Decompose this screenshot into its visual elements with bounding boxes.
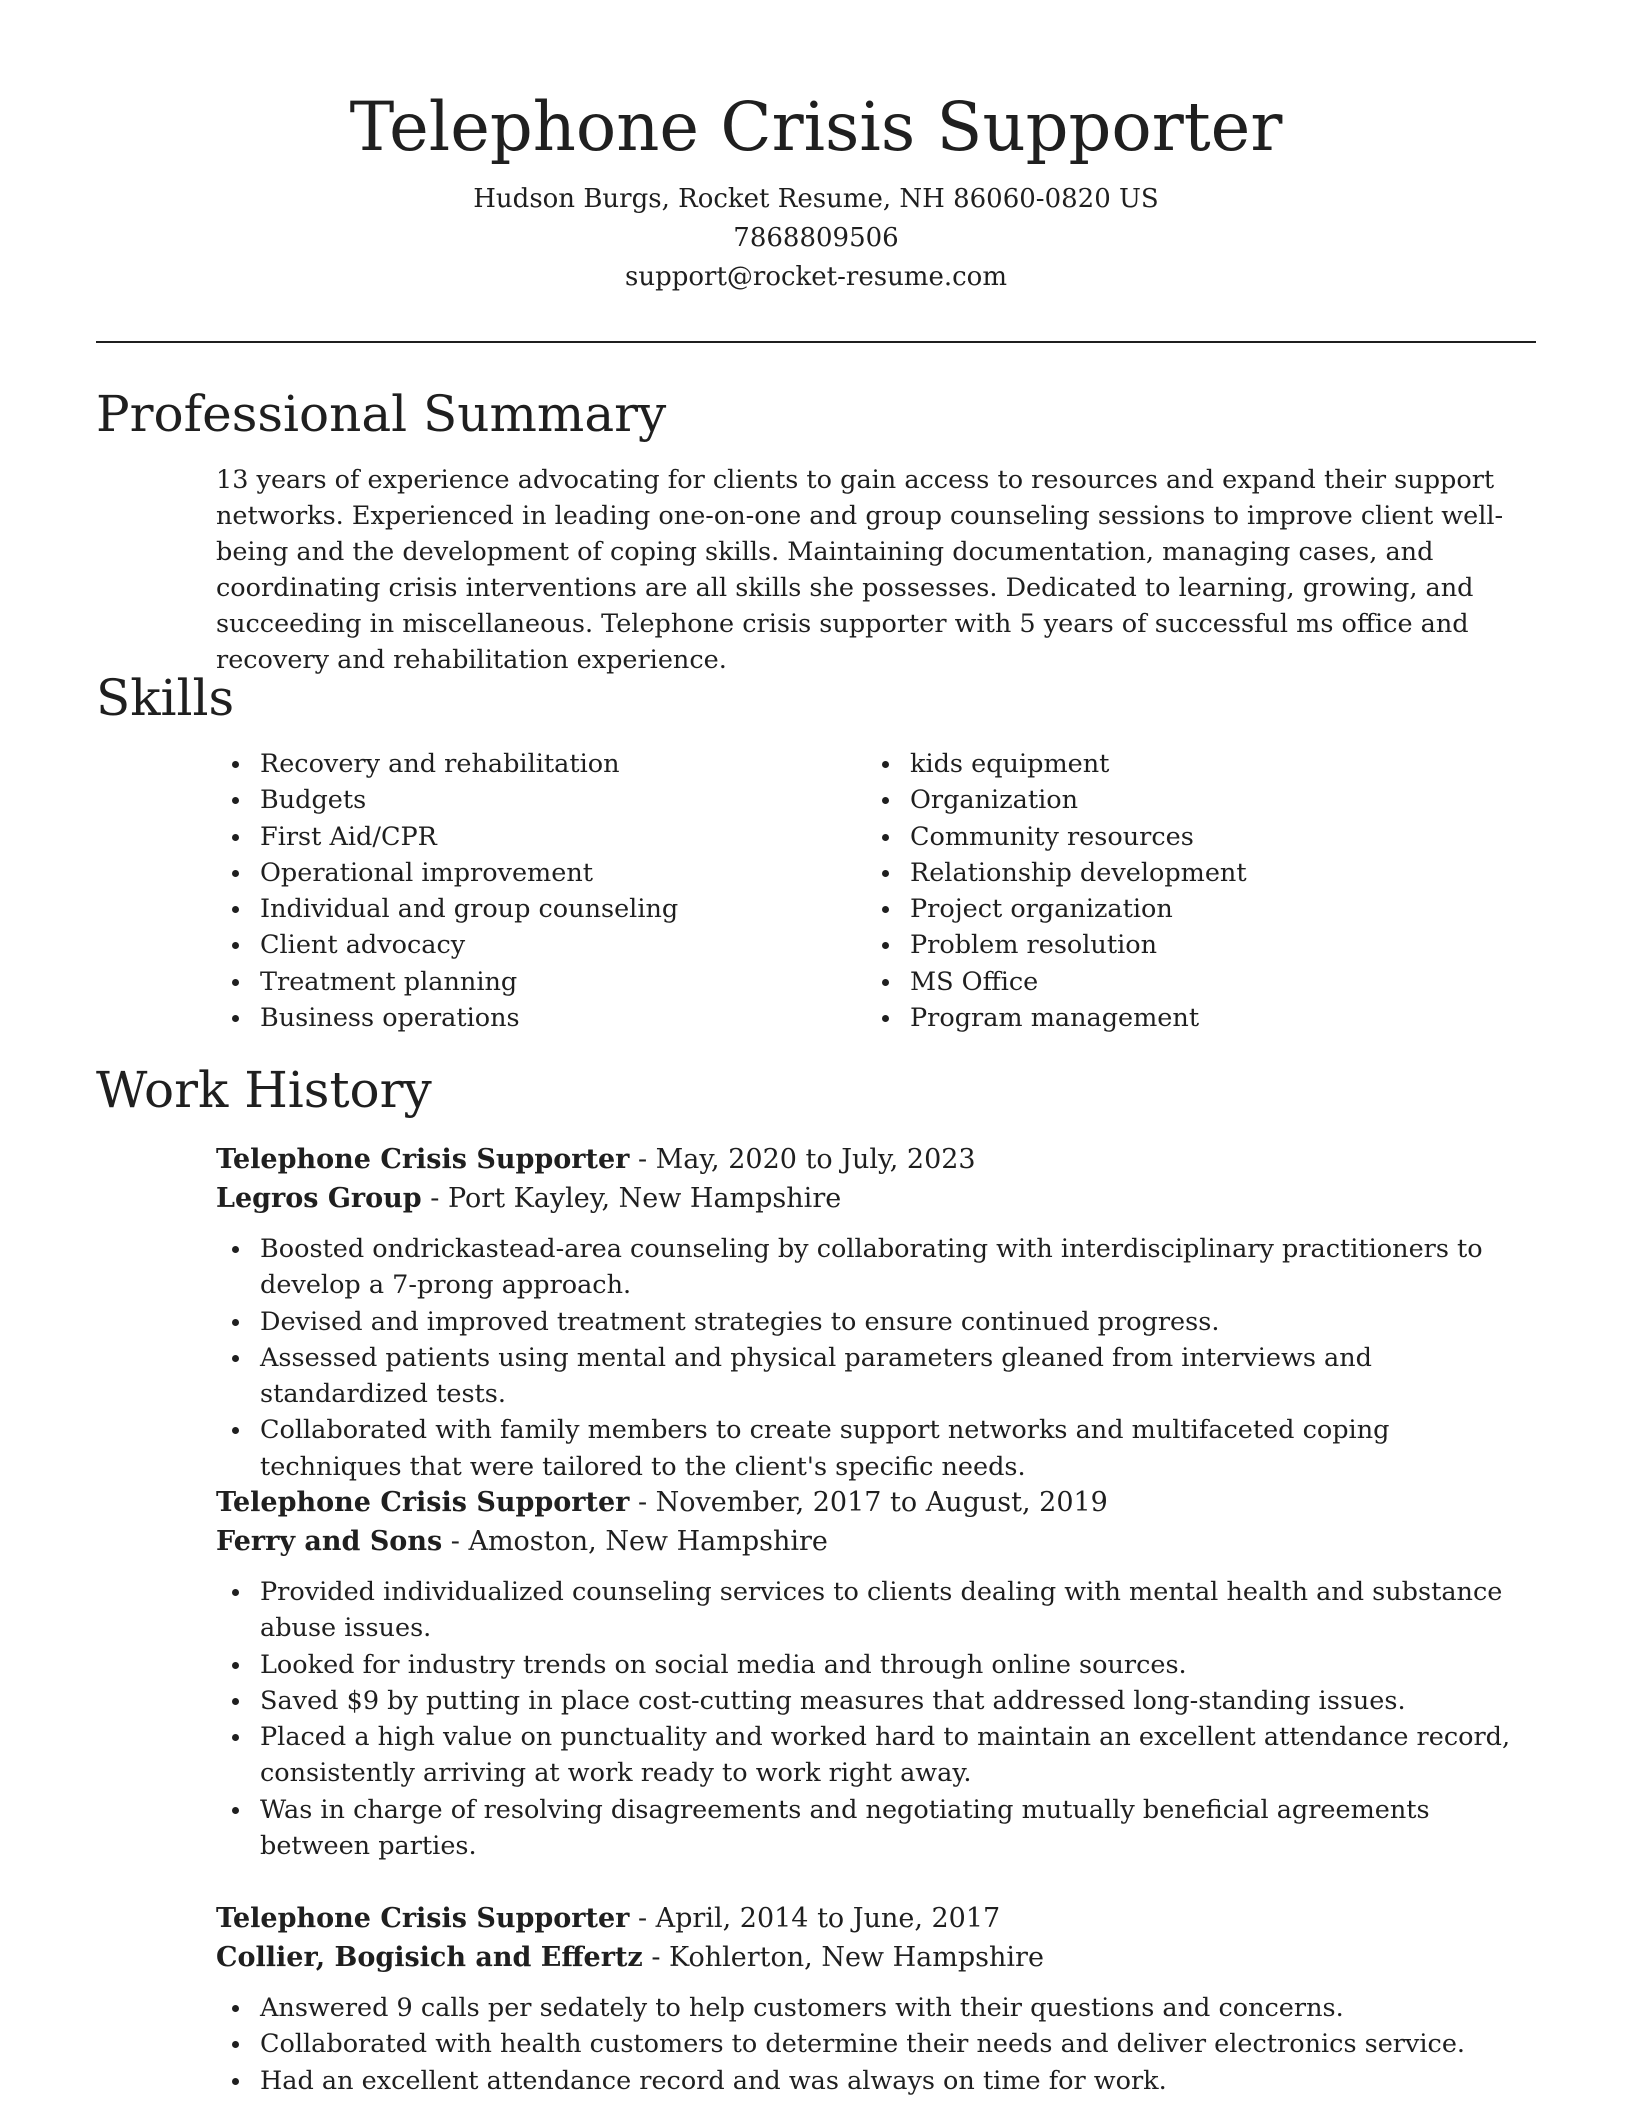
job-role: Telephone Crisis Supporter	[216, 1144, 630, 1175]
skill-item: Community resources	[866, 819, 1516, 855]
skill-item: Treatment planning	[216, 964, 866, 1000]
job-dates: - November, 2017 to August, 2019	[629, 1487, 1108, 1518]
job-bullet: Collaborated with health customers to determine their needs and deliver electronics service.	[216, 2026, 1536, 2062]
job-title-line	[216, 1140, 1536, 1179]
job-bullet: Had an excellent attendance record and was always on time for work.	[216, 2063, 1536, 2099]
summary-heading: Professional Summary	[96, 385, 667, 443]
job-company: Ferry and Sons	[216, 1526, 443, 1557]
job-responsibilities	[216, 1990, 1536, 2099]
resume-header	[0, 0, 1632, 297]
skill-item: Organization	[866, 782, 1516, 818]
job-company-line	[216, 1179, 1536, 1218]
job-title-line	[216, 1483, 1536, 1522]
skill-item: Recovery and rehabilitation	[216, 746, 866, 782]
skill-item: Project organization	[866, 891, 1516, 927]
skill-item: MS Office	[866, 964, 1516, 1000]
job-company: Collier, Bogisich and Effertz	[216, 1942, 643, 1973]
job-company-line	[216, 1938, 1536, 1977]
skills-column-left	[216, 746, 866, 1036]
skills-column-right	[866, 746, 1516, 1036]
skills-list	[216, 746, 1536, 1036]
skills-heading: Skills	[96, 669, 235, 727]
job-bullet: Devised and improved treatment strategies to ensure continued progress.	[216, 1304, 1536, 1340]
job-bullet: Was in charge of resolving disagreements and negotiating mutually beneficial agreements between parties.	[216, 1792, 1536, 1865]
skill-item: Budgets	[216, 782, 866, 818]
job-bullet: Provided individualized counseling services to clients dealing with mental health and substance abuse issues.	[216, 1574, 1536, 1647]
job-entry	[216, 1899, 1536, 2099]
job-responsibilities	[216, 1231, 1536, 1485]
address: Hudson Burgs, Rocket Resume, NH 86060-0820 US	[473, 184, 1159, 214]
job-dates: - May, 2020 to July, 2023	[629, 1144, 976, 1175]
skill-item: Client advocacy	[216, 927, 866, 963]
job-title-line	[216, 1899, 1536, 1938]
job-bullet: Boosted ondrickastead-area counseling by collaborating with interdisciplinary practitioners to develop a 7-prong approach.	[216, 1231, 1536, 1304]
skill-item: Operational improvement	[216, 855, 866, 891]
skill-item: Problem resolution	[866, 927, 1516, 963]
skill-item: Program management	[866, 1000, 1516, 1036]
job-bullet: Saved $9 by putting in place cost-cutting measures that addressed long-standing issues.	[216, 1683, 1536, 1719]
job-role: Telephone Crisis Supporter	[216, 1487, 630, 1518]
email-address: support@rocket-resume.com	[624, 262, 1007, 292]
skill-item: Relationship development	[866, 855, 1516, 891]
job-company: Legros Group	[216, 1183, 422, 1214]
job-location: - Kohlerton, New Hampshire	[642, 1942, 1044, 1973]
job-dates: - April, 2014 to June, 2017	[629, 1903, 1001, 1934]
summary-text: 13 years of experience advocating for clients to gain access to resources and expand their support networks. Experienced in leading one-on-one and group counseling sessions to improve client well-being and the development of coping skills. Maintaining documentation, managing cases, and coordinating crisis interventions are all skills she possesses. Dedicated to learning, growing, and succeeding in miscellaneous. Telephone crisis supporter with 5 years of successful ms office and recovery and rehabilitation experience.	[216, 465, 1504, 675]
skill-item: First Aid/CPR	[216, 819, 866, 855]
job-bullet: Looked for industry trends on social media and through online sources.	[216, 1647, 1536, 1683]
job-bullet: Placed a high value on punctuality and worked hard to maintain an excellent attendance record, consistently arriving at work ready to work right away.	[216, 1719, 1536, 1792]
job-role: Telephone Crisis Supporter	[216, 1903, 630, 1934]
job-company-line	[216, 1522, 1536, 1561]
job-bullet: Answered 9 calls per sedately to help customers with their questions and concerns.	[216, 1990, 1536, 2026]
work-history-heading: Work History	[96, 1061, 432, 1119]
job-bullet: Assessed patients using mental and physical parameters gleaned from interviews and standardized tests.	[216, 1340, 1536, 1413]
job-entry	[216, 1483, 1536, 1864]
job-location: - Port Kayley, New Hampshire	[421, 1183, 842, 1214]
phone-number: 7868809506	[733, 223, 899, 253]
candidate-name: Telephone Crisis Supporter	[349, 88, 1283, 166]
contact-info	[0, 180, 1632, 297]
job-location: - Amoston, New Hampshire	[442, 1526, 828, 1557]
job-entry	[216, 1140, 1536, 1485]
skill-item: kids equipment	[866, 746, 1516, 782]
job-bullet: Collaborated with family members to create support networks and multifaceted coping techniques that were tailored to the client's specific needs.	[216, 1412, 1536, 1485]
job-responsibilities	[216, 1574, 1536, 1864]
header-divider	[96, 341, 1536, 343]
skill-item: Business operations	[216, 1000, 866, 1036]
skill-item: Individual and group counseling	[216, 891, 866, 927]
